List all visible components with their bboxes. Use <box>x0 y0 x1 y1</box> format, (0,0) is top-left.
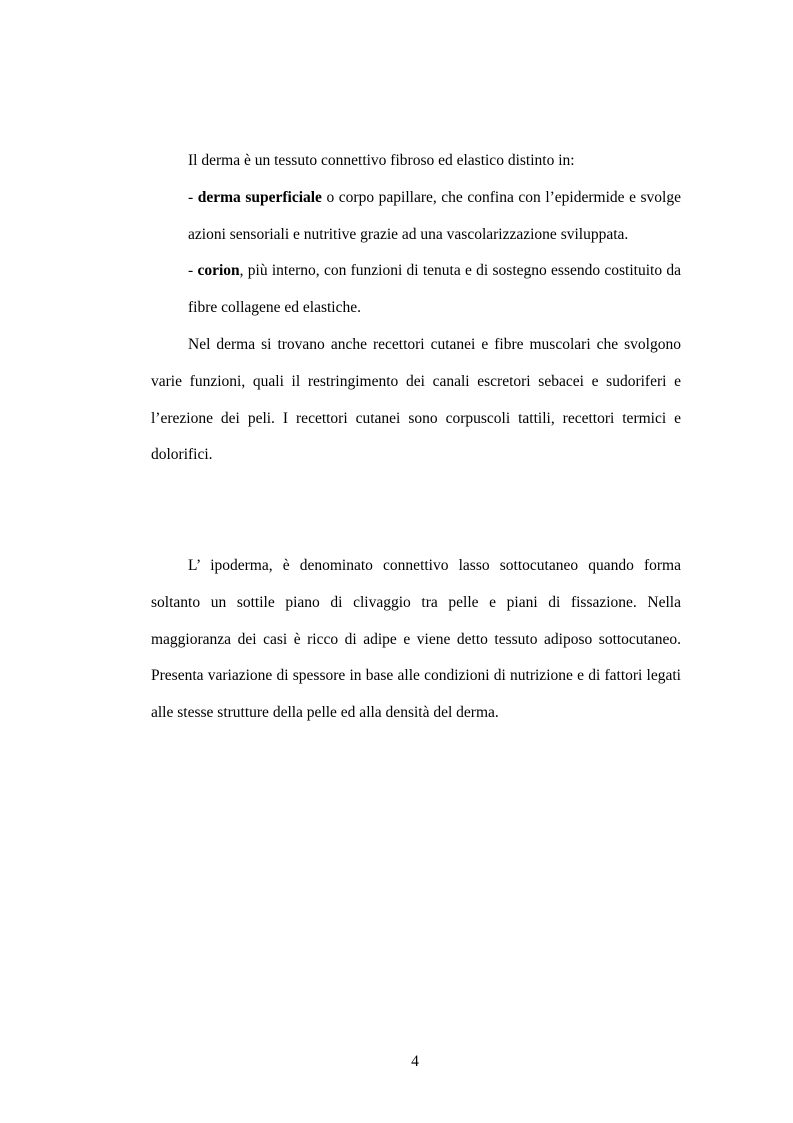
list-item-text: , più interno, con funzioni di tenuta e di sostegno essendo costituito da fibre collagene ed elastiche. <box>188 262 681 317</box>
list-dash: - <box>188 262 198 280</box>
term-derma-superficiale: derma superficiale <box>197 188 322 206</box>
list-item-derma-superficiale <box>151 180 681 254</box>
term-corion: corion <box>197 262 240 280</box>
ipoderma-paragraph: L’ ipoderma, è denominato connettivo lasso sottocutaneo quando forma soltanto un sottile piano di clivaggio tra pelle e piani di fissazione. Nella maggioranza dei casi è ricco di adipe e viene detto tessuto adiposo sottocutaneo. Presenta variazione di spessore in base alle condizioni di nutrizione e di fattori legati alle stesse strutture della pelle ed alla densità del derma. <box>151 557 681 722</box>
derma-paragraph: Nel derma si trovano anche recettori cutanei e fibre muscolari che svolgono varie funzioni, quali il restringimento dei canali escretori sebacei e sudoriferi e l’erezione dei peli. I recettori cutanei sono corpuscoli tattili, recettori termici e dolorifici. <box>151 335 681 464</box>
list-item-text: o corpo papillare, che confina con l’epidermide e svolge azioni sensoriali e nutritive grazie ad una vascolarizzazione sviluppata. <box>188 188 681 243</box>
derma-intro: Il derma è un tessuto connettivo fibroso ed elastico distinto in: <box>188 152 575 169</box>
ipoderma-section <box>151 548 681 732</box>
page-number: 4 <box>411 1053 419 1070</box>
derma-section <box>151 143 681 474</box>
list-dash: - <box>188 188 198 206</box>
list-item-corion <box>151 253 681 327</box>
